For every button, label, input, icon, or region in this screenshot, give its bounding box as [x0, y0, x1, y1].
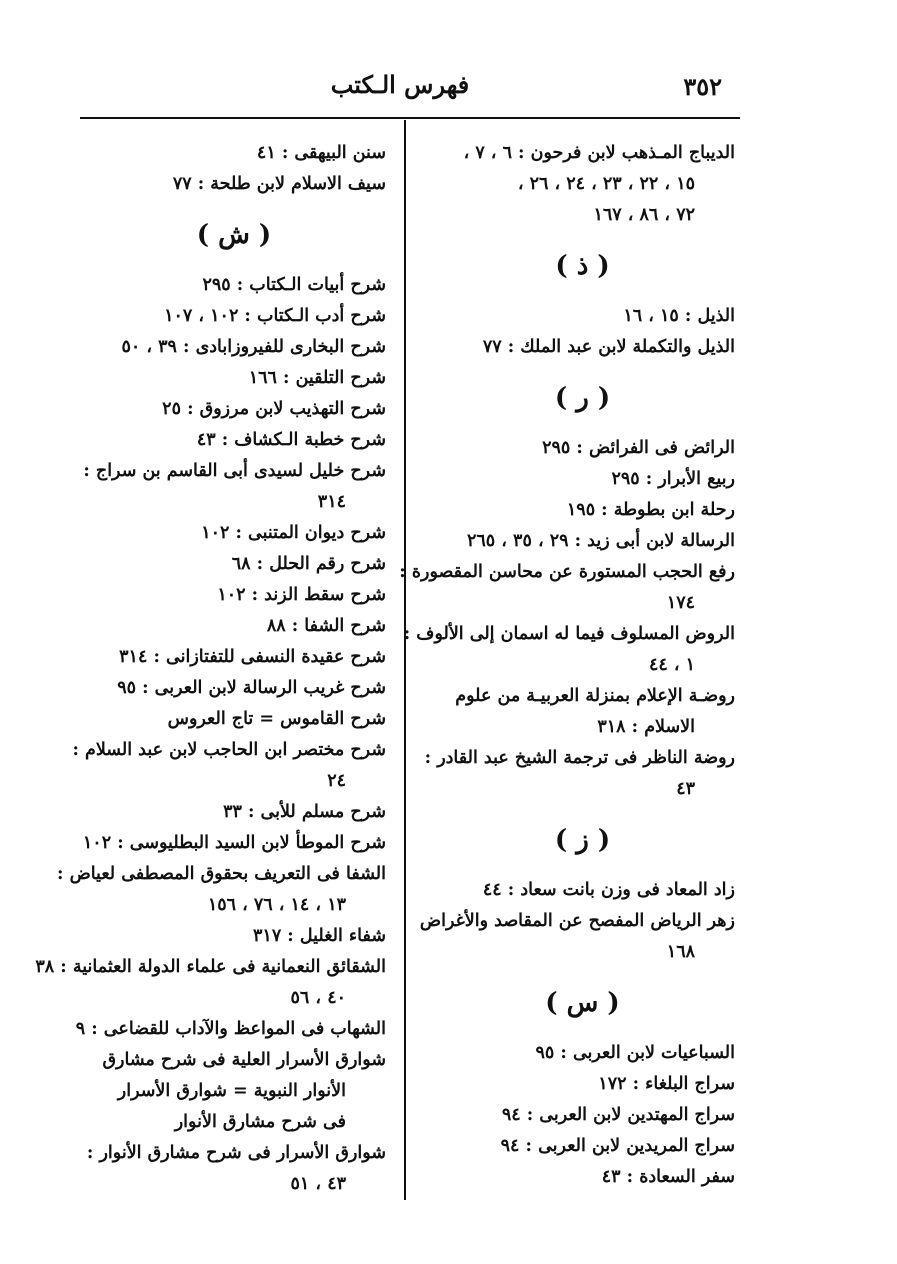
index-entry — [82, 580, 386, 611]
index-entry — [82, 518, 386, 549]
index-entry — [430, 464, 735, 495]
section-letter-heading: ( ذ ) — [555, 251, 610, 281]
entry-title-line: شرح البخارى للفيروزابادى : ٣٩ ، ٥٠ — [121, 337, 386, 357]
index-entry — [82, 704, 386, 735]
index-entry — [57, 859, 386, 921]
entry-title-line: شرح مختصر ابن الحاجب لابن عبد السلام : — [72, 740, 386, 760]
entry-title-line: شرح رقم الحلل : ٦٨ — [231, 554, 386, 574]
entry-title-line: شرح ديوان المتنبى : ١٠٢ — [201, 523, 386, 543]
entry-title-line: الذيل والتكملة لابن عبد الملك : ٧٧ — [482, 337, 735, 357]
entry-continuation-line: الاسلام : ٣١٨ — [597, 717, 695, 737]
index-entry — [82, 549, 386, 580]
entry-title-line: رحلة ابن بطوطة : ١٩٥ — [566, 500, 735, 520]
index-entry — [82, 138, 386, 169]
index-entry — [82, 394, 386, 425]
entry-continuation-line: ٤٣ ، ٥١ — [290, 1174, 346, 1194]
index-entry — [82, 456, 386, 518]
index-entry — [82, 642, 386, 673]
entry-title-line: شرح التهذيب لابن مرزوق : ٢٥ — [162, 399, 386, 419]
index-entry — [82, 425, 386, 456]
entry-title-line: شرح خليل لسيدى أبى القاسم بن سراج : — [83, 461, 386, 481]
index-entry — [72, 735, 386, 797]
index-entry — [82, 921, 386, 952]
index-entry — [399, 557, 735, 619]
entry-title-line: شرح سقط الزند : ١٠٢ — [217, 585, 386, 605]
index-entry — [430, 1131, 735, 1162]
section-letter-heading: ( س ) — [545, 988, 620, 1018]
index-entry — [82, 1045, 386, 1138]
entry-title-line: شرح أدب الـكتاب : ١٠٢ ، ١٠٧ — [164, 306, 386, 326]
page-title: فهرس الـكتب — [330, 70, 470, 99]
entry-title-line: سراج المهتدين لابن العربى : ٩٤ — [501, 1105, 735, 1125]
index-entry — [82, 1138, 386, 1200]
index-entry — [430, 301, 735, 332]
index-entry — [430, 1100, 735, 1131]
entry-title-line: شفاء الغليل : ٣١٧ — [253, 926, 386, 946]
index-entry — [430, 138, 735, 231]
entry-title-line: شرح التلقين : ١٦٦ — [248, 368, 386, 388]
index-entry — [430, 433, 735, 464]
entry-continuation-line: ١ ، ٤٤ — [648, 655, 695, 675]
entry-title-line: الشفا فى التعريف بحقوق المصطفى لعياض : — [57, 864, 386, 884]
entry-title-line: شرح أبيات الـكتاب : ٢٩٥ — [202, 275, 386, 295]
entry-title-line: روضة الناظر فى ترجمة الشيخ عبد القادر : — [424, 748, 735, 768]
section-letter-heading: ( ش ) — [196, 220, 272, 250]
entry-title-line: سراج المريدين لابن العربى : ٩٤ — [500, 1136, 735, 1156]
entry-title-line: الذيل : ١٥ ، ١٦ — [623, 306, 735, 326]
entry-title-line: زهر الرياض المفصح عن المقاصد والأغراض — [419, 911, 735, 931]
section-letter-heading: ( ر ) — [554, 383, 611, 413]
index-entry — [35, 952, 386, 1014]
entry-title-line: روضـة الإعلام بمنزلة العربيـة من علوم — [455, 686, 735, 706]
entry-title-line: الديباج المـذهب لابن فرحون : ٦ ، ٧ ، — [463, 143, 735, 163]
entry-title-line: شرح القاموس = تاج العروس — [167, 709, 386, 729]
index-entry — [430, 332, 735, 363]
entry-continuation-line: ١٧٤ — [666, 593, 695, 613]
entry-continuation-line: ٧٢ ، ٨٦ ، ١٦٧ — [593, 205, 695, 225]
index-entry — [430, 1162, 735, 1193]
left-column — [35, 138, 386, 1200]
index-entry — [82, 611, 386, 642]
column-divider — [404, 120, 406, 1200]
index-entry — [82, 169, 386, 200]
index-entry — [419, 906, 735, 968]
entry-title-line: ربيع الأبرار : ٢٩٥ — [611, 469, 735, 489]
entry-title-line: رفع الحجب المستورة عن محاسن المقصورة : — [399, 562, 735, 582]
entry-continuation-line: ١٣ ، ١٤ ، ٧٦ ، ١٥٦ — [207, 895, 346, 915]
entry-title-line: شرح مسلم للأبى : ٣٣ — [223, 802, 386, 822]
entry-title-line: شرح عقيدة النسفى للتفتازانى : ٣١٤ — [119, 647, 386, 667]
entry-title-line: شرح خطبة الـكشاف : ٤٣ — [196, 430, 386, 450]
entry-title-line: الروض المسلوف فيما له اسمان إلى الألوف : — [403, 624, 735, 644]
index-entry — [82, 301, 386, 332]
header-rule — [80, 117, 740, 119]
entry-title-line: شرح الموطأ لابن السيد البطليوسى : ١٠٢ — [82, 833, 386, 853]
index-entry — [430, 495, 735, 526]
entry-title-line: سيف الاسلام لابن طلحة : ٧٧ — [172, 174, 386, 194]
index-entry — [82, 828, 386, 859]
entry-continuation-line: ٣١٤ — [317, 492, 346, 512]
entry-title-line: الشهاب فى المواعظ والآداب للقضاعى : ٩ — [75, 1019, 386, 1039]
entry-continuation-line: ٤٣ — [676, 779, 695, 799]
entry-title-line: سنن البيهقى : ٤١ — [256, 143, 386, 163]
index-entry — [430, 1069, 735, 1100]
right-column — [399, 138, 735, 1193]
index-entry — [403, 619, 735, 681]
entry-title-line: الرائض فى الفرائض : ٢٩٥ — [542, 438, 735, 458]
entry-title-line: شرح غريب الرسالة لابن العربى : ٩٥ — [117, 678, 386, 698]
entry-title-line: السباعيات لابن العربى : ٩٥ — [535, 1043, 735, 1063]
entry-title-line: شوارق الأسرار فى شرح مشارق الأنوار : — [86, 1143, 386, 1163]
entry-title-line: زاد المعاد فى وزن بانت سعاد : ٤٤ — [482, 880, 735, 900]
entry-continuation-line: ٢٤ — [327, 771, 346, 791]
index-entry — [75, 1014, 386, 1045]
entry-continuation-line: ١٦٨ — [666, 942, 695, 962]
index-entry — [82, 797, 386, 828]
index-entry — [430, 681, 735, 743]
index-entry — [430, 875, 735, 906]
entry-continuation-line: ١٥ ، ٢٢ ، ٢٣ ، ٢٤ ، ٢٦ ، — [517, 174, 695, 194]
index-entry — [430, 1038, 735, 1069]
index-entry — [430, 526, 735, 557]
entry-title-line: سراج البلغاء : ١٧٢ — [598, 1074, 735, 1094]
index-entry — [82, 363, 386, 394]
index-entry — [82, 673, 386, 704]
entry-title-line: شرح الشفا : ٨٨ — [266, 616, 386, 636]
entry-title-line: الرسالة لابن أبى زيد : ٢٩ ، ٣٥ ، ٢٦٥ — [467, 531, 735, 551]
entry-continuation-line: الأنوار النبوية = شوارق الأسرار — [117, 1081, 346, 1101]
entry-continuation-line: فى شرح مشارق الأنوار — [174, 1112, 346, 1132]
entry-continuation-line: ٤٠ ، ٥٦ — [290, 988, 346, 1008]
index-entry — [82, 332, 386, 363]
entry-title-line: شوارق الأسرار العلية فى شرح مشارق — [102, 1050, 386, 1070]
index-entry — [82, 270, 386, 301]
index-entry — [424, 743, 735, 805]
entry-title-line: الشقائق النعمانية فى علماء الدولة العثمانية : ٣٨ — [35, 957, 386, 977]
page-number: ٣٥٢ — [683, 72, 722, 101]
section-letter-heading: ( ز ) — [554, 825, 611, 855]
entry-title-line: سفر السعادة : ٤٣ — [601, 1167, 735, 1187]
